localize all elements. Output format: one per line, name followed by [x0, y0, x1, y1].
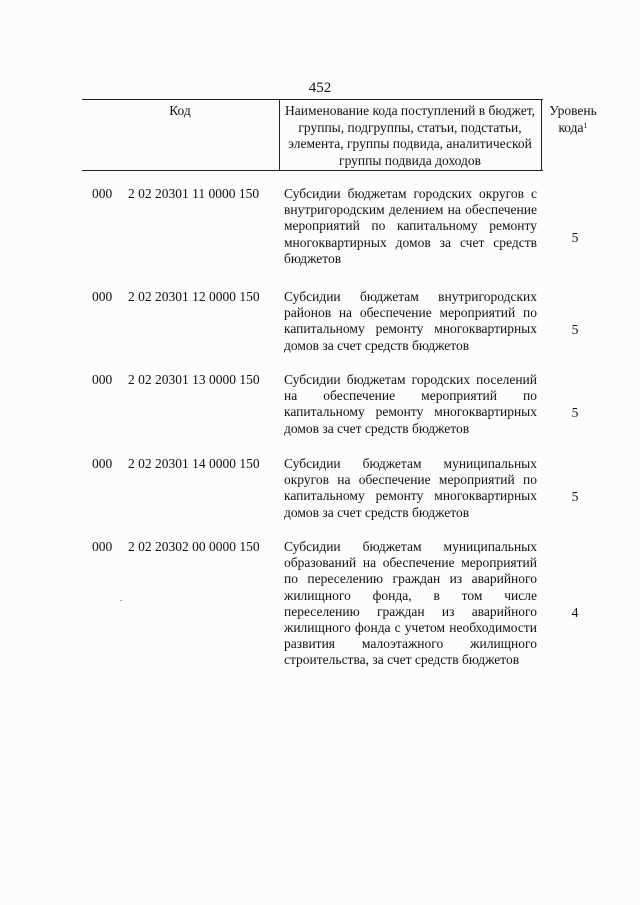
- revenue-code: 2 02 20301 12 0000 150: [128, 289, 260, 304]
- footnote-marker: 1: [583, 120, 588, 130]
- revenue-name: Субсидии бюджетам городских округов с внутригородским делением на обеспечение мероприятий по капитальному ремонту многоквартирных домов за счет средств бюджетов: [284, 186, 537, 266]
- code-level: 4: [571, 605, 579, 620]
- revenue-name: Субсидии бюджетам муниципальных образований на обеспечение мероприятий по переселению граждан из аварийного жилищного фонда, в том числе переселению граждан из аварийного жилищного фонда с учетом необходимости развития малоэтажного жилищного строительства, за счет средств бюджетов: [284, 539, 537, 668]
- table-header-bottom-rule: [82, 170, 543, 171]
- revenue-code: 2 02 20301 13 0000 150: [128, 372, 260, 387]
- admin-code: 000: [92, 456, 113, 471]
- admin-code: 000: [92, 186, 113, 201]
- revenue-name: Субсидии бюджетам внутригородских районов на обеспечение мероприятий по капитальному ремонту многоквартирных домов за счет средств бюджетов: [284, 289, 537, 353]
- revenue-code: 2 02 20302 00 0000 150: [128, 539, 260, 554]
- page-number: 452: [308, 80, 332, 96]
- admin-code: 000: [92, 539, 113, 554]
- header-code: Код: [169, 103, 191, 118]
- revenue-name: Субсидии бюджетам городских поселений на обеспечение мероприятий по капитальному ремонту многоквартирных домов за счет средств бюджетов: [284, 372, 537, 436]
- admin-code: 000: [92, 289, 113, 304]
- code-level: 5: [571, 322, 579, 337]
- table-header-top-rule: [82, 99, 543, 100]
- code-level: 5: [571, 230, 579, 245]
- revenue-code: 2 02 20301 14 0000 150: [128, 456, 260, 471]
- header-level-label: Уровень кода: [549, 103, 597, 135]
- header-level: [542, 103, 604, 136]
- admin-code: 000: [92, 372, 113, 387]
- revenue-name: Субсидии бюджетам муниципальных округов на обеспечение мероприятий по капитальному ремонту многоквартирных домов за счет средств бюджетов: [284, 456, 537, 520]
- code-level: 5: [571, 489, 579, 504]
- revenue-code: 2 02 20301 11 0000 150: [128, 186, 260, 201]
- header-name: Наименование кода поступлений в бюджет, группы, подгруппы, статьи, подстатьи, элемента, группы подвида, аналитической группы подвида доходов: [284, 103, 535, 168]
- code-level: 5: [571, 405, 579, 420]
- scan-speck: [120, 600, 122, 601]
